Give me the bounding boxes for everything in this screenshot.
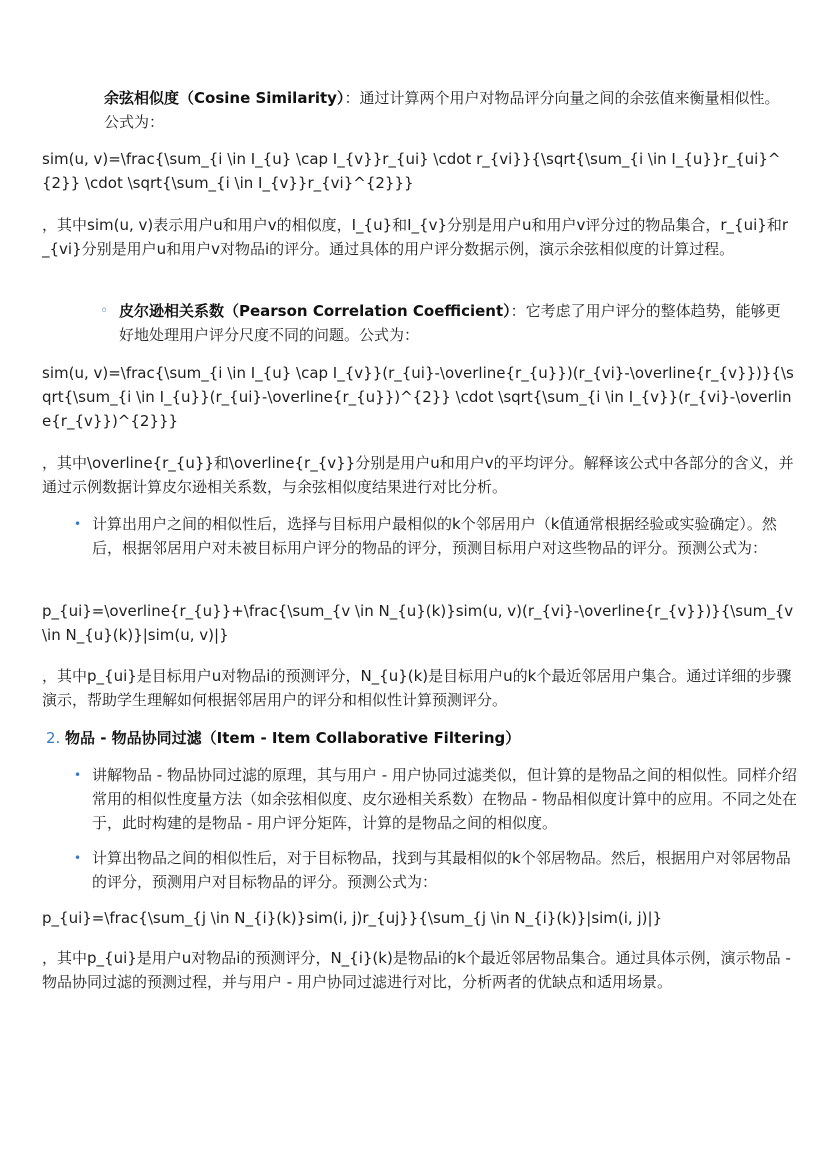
predict-user-paragraph: 计算出用户之间的相似性后，选择与目标用户最相似的k个邻居用户（k值通常根据经验或实验确定）。然后，根据邻居用户对未被目标用户评分的物品的评分，预测目标用户对这些物品的评分。预测公式为： <box>92 515 777 557</box>
cosine-formula: sim(u, v)=\frac{\sum_{i \in I_{u} \cap I_{v}}r_{ui} \cdot r_{vi}}{\sqrt{\sum_{i \in I_{u}}r_{ui}^{2}} \cdot \sqrt{\sum_{i \in I_{v}}r_{vi}^{2}}} <box>42 150 781 192</box>
circle-bullet-icon: ◦ <box>100 303 109 319</box>
item-explanation: ，其中p_{ui}是用户u对物品i的预测评分，N_{i}(k)是物品i的k个最近邻居物品集合。通过具体示例，演示物品 - 物品协同过滤的预测过程，并与用户 - 用户协同过滤进行对比，分析两者的优缺点和适用场景。 <box>42 949 791 991</box>
cosine-paragraph <box>104 86 794 134</box>
section-2-heading: 物品 - 物品协同过滤（Item - Item Collaborative Filtering） <box>65 729 521 747</box>
predict-user-formula: p_{ui}=\overline{r_{u}}+\frac{\sum_{v \in N_{u}(k)}sim(u, v)(r_{vi}-\overline{r_{v}})}{\sum_{v \in N_{u}(k)}|sim(u, v)|} <box>42 602 794 644</box>
pearson-paragraph <box>119 299 794 347</box>
section-number: 2. <box>46 729 61 747</box>
item-principle-paragraph: 讲解物品 - 物品协同过滤的原理，其与用户 - 用户协同过滤类似，但计算的是物品之间的相似性。同样介绍常用的相似性度量方法（如余弦相似度、皮尔逊相关系数）在物品 - 物品相似度计算中的应用。不同之处在于，此时构建的是物品 - 用户评分矩阵，计算的是物品之间的相似度。 <box>92 766 797 832</box>
dot-bullet-icon: • <box>74 517 82 531</box>
item-formula: p_{ui}=\frac{\sum_{j \in N_{i}(k)}sim(i, j)r_{uj}}{\sum_{j \in N_{i}(k)}|sim(i, j)|} <box>42 909 663 927</box>
pearson-desc: 它考虑了用户评分的整体趋势，能够更好地处理用户评分尺度不同的问题。公式为： <box>119 302 781 344</box>
cosine-term: 余弦相似度（Cosine Similarity） <box>104 89 345 107</box>
cosine-sep: ： <box>344 89 360 107</box>
item-predict-paragraph: 计算出物品之间的相似性后，对于目标物品，找到与其最相似的k个邻居物品。然后，根据用户对邻居物品的评分，预测用户对目标物品的评分。预测公式为： <box>92 849 791 891</box>
predict-user-explanation: ，其中p_{ui}是目标用户u对物品i的预测评分，N_{u}(k)是目标用户u的k个最近邻居用户集合。通过详细的步骤演示，帮助学生理解如何根据邻居用户的评分和相似性计算预测评分。 <box>42 667 792 709</box>
pearson-term: 皮尔逊相关系数（Pearson Correlation Coefficient） <box>119 302 511 320</box>
pearson-explanation: ，其中\overline{r_{u}}和\overline{r_{v}}分别是用户u和用户v的平均评分。解释该公式中各部分的含义，并通过示例数据计算皮尔逊相关系数，与余弦相似度结果进行对比分析。 <box>42 454 794 496</box>
cosine-explanation: ，其中sim(u, v)表示用户u和用户v的相似度，I_{u}和I_{v}分别是用户u和用户v评分过的物品集合，r_{ui}和r_{vi}分别是用户u和用户v对物品i的评分。通过具体的用户评分数据示例，演示余弦相似度的计算过程。 <box>42 216 788 258</box>
pearson-sep: ： <box>510 302 526 320</box>
pearson-formula: sim(u, v)=\frac{\sum_{i \in I_{u} \cap I_{v}}(r_{ui}-\overline{r_{u}})(r_{vi}-\overline{r_{v}})}{\sqrt{\sum_{i \in I_{u}}(r_{ui}-\overline{r_{u}})^{2}} \cdot \sqrt{\sum_{i \in I_{v}}(r_{vi}-\overline{r_{v}})^{2}}} <box>42 364 794 430</box>
dot-bullet-icon: • <box>74 768 82 782</box>
cosine-desc: 通过计算两个用户对物品评分向量之间的余弦值来衡量相似性。公式为： <box>104 89 780 131</box>
dot-bullet-icon: • <box>74 851 82 865</box>
